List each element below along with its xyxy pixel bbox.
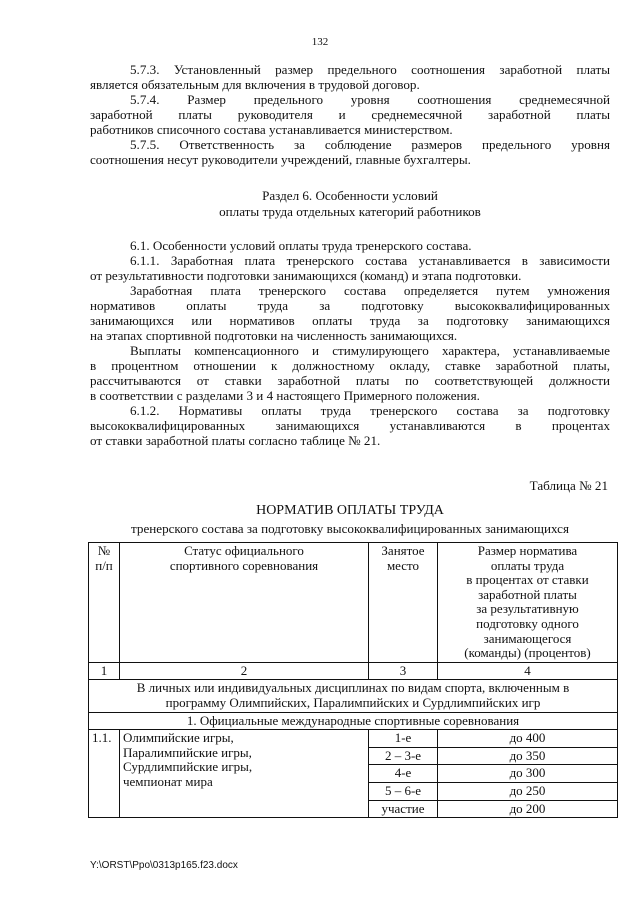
paragraph-wage-line-1: Заработная плата тренерского состава определяется путем умножения <box>130 283 610 298</box>
group-heading <box>89 680 618 712</box>
place-cell: участие <box>369 800 438 818</box>
paragraph-5-7-4-line-1: 5.7.4. Размер предельного уровня соотношения среднемесячной <box>130 92 610 107</box>
place-cell: 5 – 6-е <box>369 782 438 800</box>
place-cell: 4-е <box>369 765 438 783</box>
paragraph-5-7-4-line-3: работников списочного состава устанавливается министерством. <box>90 122 453 137</box>
header-size-line-3: в процентах от ставки <box>466 572 589 588</box>
table-number: Таблица № 21 <box>529 478 608 493</box>
header-size-line-2: оплаты труда <box>490 557 565 573</box>
paragraph-5-7-5-line-2: соотношения несут руководители учреждений, главные бухгалтеры. <box>90 152 471 167</box>
paragraph-wage-line-3: занимающихся или нормативов оплаты труда за подготовку занимающихся <box>90 313 610 328</box>
paragraph-6-1-2-line-3: от ставки заработной платы согласно таблице № 21. <box>90 433 381 448</box>
row-num: 1.1. <box>89 730 120 818</box>
col-number-3: 3 <box>369 662 438 680</box>
place-cell: 2 – 3-е <box>369 747 438 765</box>
section-title-line-2: оплаты труда отдельных категорий работников <box>219 204 481 219</box>
paragraph-payments-line-3: рассчитываются от ставки заработной платы по соответствующей должности <box>90 373 610 388</box>
paragraph-payments-line-1: Выплаты компенсационного и стимулирующего характера, устанавливаемые <box>130 343 610 358</box>
paragraph-6-1-1-line-2: от результативности подготовки занимающихся (команд) и этапа подготовки. <box>90 268 522 283</box>
header-status-line-2: спортивного соревнования <box>169 557 319 573</box>
header-num-line-2: п/п <box>95 557 113 573</box>
group-heading-line-2: программу Олимпийских, Паралимпийских и Сурдлимпийских игр <box>165 694 541 710</box>
norm-cell: до 200 <box>438 800 618 818</box>
paragraph-6-1-2-line-1: 6.1.2. Нормативы оплаты труда тренерского состава за подготовку <box>130 403 610 418</box>
paragraphs-section <box>90 238 610 448</box>
page-number: 132 <box>311 36 329 48</box>
subgroup-row <box>89 712 618 730</box>
header-size-line-7: занимающегося <box>483 630 572 646</box>
header-status-line-1: Статус официального <box>184 543 304 558</box>
paragraph-wage-line-4: на этапах спортивной подготовки на численность занимающихся. <box>90 328 458 343</box>
header-num-line-1: № <box>97 543 111 558</box>
header-size-line-5: за результативную <box>476 601 579 617</box>
paragraph-wage-line-2: нормативов оплаты труда за подготовку высококвалифицированных <box>90 298 610 313</box>
header-size-line-6: подготовку одного <box>476 615 579 631</box>
header-place <box>369 543 438 663</box>
header-size-line-8: (команды) (процентов) <box>464 645 591 661</box>
table-title-line-1: НОРМАТИВ ОПЛАТЫ ТРУДА <box>256 503 444 518</box>
norm-cell: до 300 <box>438 765 618 783</box>
row-status-line-1: Олимпийские игры, <box>123 730 234 746</box>
paragraph-6-1-2-line-2: высококвалифицированных занимающихся устанавливаются в процентах <box>90 418 610 433</box>
row-status-line-2: Паралимпийские игры, <box>123 744 252 760</box>
paragraph-5-7-5-line-1: 5.7.5. Ответственность за соблюдение размеров предельного уровня <box>130 137 610 152</box>
subgroup-heading: 1. Официальные международные спортивные соревнования <box>89 712 618 730</box>
table-title <box>90 502 610 538</box>
row-status-line-4: чемпионат мира <box>123 773 213 789</box>
paragraph-6-1-1-line-1: 6.1.1. Заработная плата тренерского состава устанавливается в зависимости <box>130 253 610 268</box>
paragraph-6-1: 6.1. Особенности условий оплаты труда тренерского состава. <box>130 238 472 253</box>
header-place-line-1: Занятое <box>381 543 425 558</box>
table-header-row <box>89 543 618 663</box>
table-title-line-2: тренерского состава за подготовку высококвалифицированных занимающихся <box>131 521 569 536</box>
group-row <box>89 680 618 712</box>
paragraph-5-7-4-line-2: заработной платы руководителя и среднемесячной заработной платы <box>90 107 610 122</box>
header-place-line-2: место <box>386 557 420 573</box>
group-heading-line-1: В личных или индивидуальных дисциплинах по видам спорта, включенным в <box>136 680 570 696</box>
norm-cell: до 400 <box>438 730 618 748</box>
norm-cell: до 350 <box>438 747 618 765</box>
col-number-1: 1 <box>89 662 120 680</box>
row-status-line-3: Сурдлимпийские игры, <box>123 759 253 775</box>
header-norm-size <box>438 543 618 663</box>
column-number-row <box>89 662 618 680</box>
header-status <box>120 543 369 663</box>
norm-table <box>88 542 618 818</box>
section-title-line-1: Раздел 6. Особенности условий <box>262 188 438 203</box>
footer-file-path: Y:\ORST\Ppo\0313p165.f23.docx <box>90 860 238 871</box>
place-cell: 1-е <box>369 730 438 748</box>
norm-cell: до 250 <box>438 782 618 800</box>
table-row <box>89 730 618 748</box>
header-size-line-1: Размер норматива <box>477 543 578 558</box>
col-number-4: 4 <box>438 662 618 680</box>
header-size-line-4: заработной платы <box>478 586 577 602</box>
header-num <box>89 543 120 663</box>
paragraph-5-7-3-line-1: 5.7.3. Установленный размер предельного соотношения заработной платы <box>130 62 610 77</box>
paragraph-5-7-3-line-2: является обязательным для включения в трудовой договор. <box>90 77 420 92</box>
section-title <box>90 188 610 220</box>
paragraphs-top <box>90 62 610 167</box>
row-status <box>120 730 369 818</box>
col-number-2: 2 <box>120 662 369 680</box>
paragraph-payments-line-4: в соответствии с разделами 3 и 4 настоящего Примерного положения. <box>90 388 480 403</box>
paragraph-payments-line-2: в процентном отношении к должностному окладу, ставке заработной платы, <box>90 358 610 373</box>
